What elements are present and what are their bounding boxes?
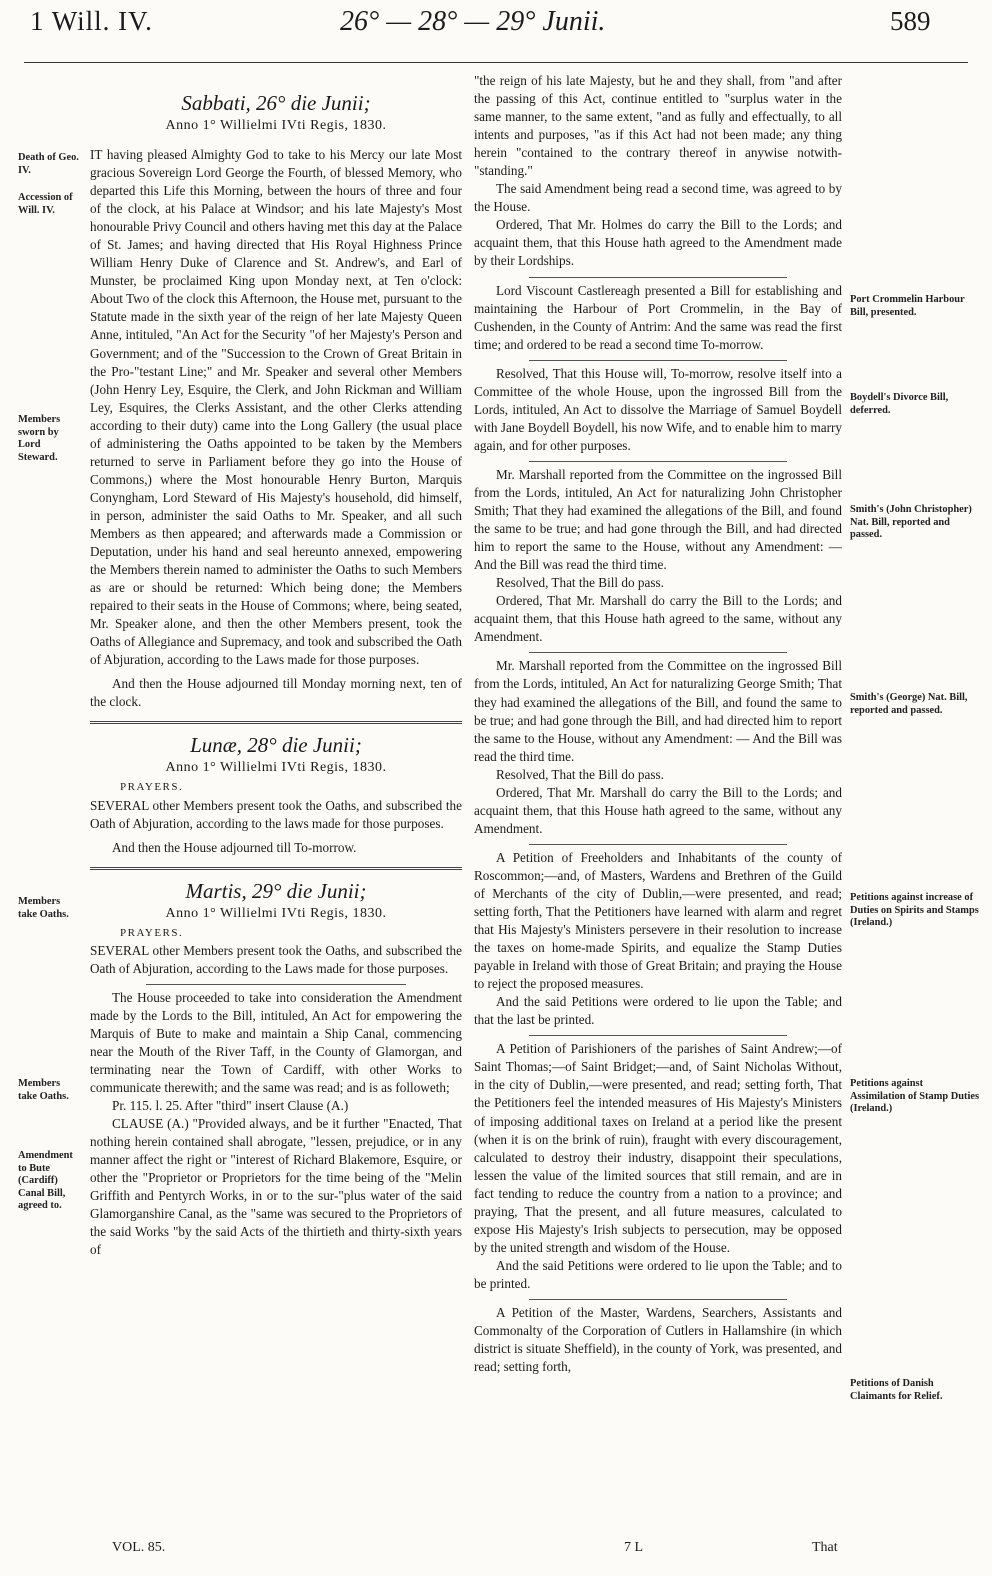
smith-john-report: Mr. Marshall reported from the Committee on the ingrossed Bill from the Lords, intituled, An Act for naturalizing John Christopher Smith; That they had examined the allegations of the Bill, and found the same to be true; and had gone through the Bill, and had directed him to report the same to the House, without any Amendment: —And the Bill was read the third time.: [474, 466, 842, 573]
page-number: 589: [890, 6, 931, 36]
sidenote-danish-claimants: Petitions of Danish Claimants for Relief.: [850, 1378, 943, 1402]
sidenote-stamp-assimilation: Petitions against Assimilation of Stamp Duties (Ireland.): [850, 1078, 980, 1114]
sidenote-smith-george: Smith's (George) Nat. Bill, reported and passed.: [850, 692, 968, 716]
divider: [146, 984, 406, 985]
sidenote-members-take-oaths-1: Members take Oaths.: [18, 896, 69, 920]
sidenote-bute-canal: Amendment to Bute (Cardiff) Canal Bill, agreed to.: [18, 1150, 73, 1211]
bute-canal-paragraph: The House proceeded to take into consideration the Amendment made by the Lords to the Bill, intituled, An Act for empowering the Marquis of Bute to make and maintain a Ship Canal, commencing near the Mouth of the River Taff, in the County of Glamorgan, and terminating near the Town of Cardiff, with other Works to communicate therewith; and the same was read; and is as followeth;: [90, 989, 462, 1096]
running-head-left: 1 Will. IV.: [30, 6, 153, 36]
clause-a: CLAUSE (A.) "Provided always, and be it further "Enacted, That nothing herein contained shall abrogate, "lessen, prejudice, or in any manner affect the right or "interest of Richard Blakemore, Esquire, or other the "Proprietor or Proprietors for the time being of the "Melin Griffith and Pentyrch Works, in or to the sur-"plus water of the said Glamorganshire Canal, as the "same was secured to the Proprietors of the said Works "by the said Acts of the thirtieth and thirty-sixth years of: [90, 1116, 462, 1258]
sidenote-death-geo-iv: Death of Geo. IV.: [18, 152, 79, 176]
amendment-agreed: The said Amendment being read a second time, was agreed to by the House.: [474, 181, 842, 215]
adjourn-paragraph-2: And then the House adjourned till To-morrow.: [112, 839, 357, 855]
oaths-paragraph-1: SEVERAL other Members present took the Oaths, and subscribed the Oath of Abjuration, according to the laws made for those purposes.: [90, 797, 462, 831]
catchword: That: [812, 1540, 838, 1555]
divider: [529, 360, 787, 361]
roscommon-petition: A Petition of Freeholders and Inhabitants of the county of Roscommon;—and, of Masters, Wardens and Brethren of the Guild of Merchants of the city of Dublin,—were presented, and read; setting forth, That the Petitioners have learned with alarm and regret that His Majesty's Ministers persevere in their resolution to increase the taxes on home-made Spirits, and equalize the Stamp Duties payable in Ireland with those of Great Britain; and praying the House to reject the proposed measures.: [474, 849, 842, 992]
sidenote-smith-john: Smith's (John Christopher) Nat. Bill, reported and passed.: [850, 504, 972, 540]
sidenote-boydell: Boydell's Divorce Bill, deferred.: [850, 392, 949, 416]
martis-heading: Martis, 29° die Junii;: [185, 878, 367, 903]
smith-george-ordered: Ordered, That Mr. Marshall do carry the Bill to the Lords; and acquaint them, that this House hath agreed to the same, without any Amendment.: [474, 784, 842, 836]
holmes-ordered: Ordered, That Mr. Holmes do carry the Bill to the Lords; and acquaint them, that this House hath agreed to the Amendment made by their Lordships.: [474, 217, 842, 269]
clause-continuation: "the reign of his late Majesty, but he and they shall, from "and after the passing of this Act, continue entitled to "surplus water in the same manner, to the same extent, "and as fully and effectually, to all intents and purposes, "as if this Act had not been made; any thing herein "contained to the contrary thereof in anywise notwith-"standing.": [474, 73, 842, 179]
martis-anno: Anno 1° Willielmi IVti Regis, 1830.: [165, 905, 387, 921]
sidenote-members-take-oaths-2: Members take Oaths.: [18, 1078, 69, 1102]
cutlers-petition: A Petition of the Master, Wardens, Searchers, Assistants and Commonalty of the Corporation of Cutlers in Hallamshire (in which district is situate Sheffield), in the county of York, was presented, and read; setting forth,: [474, 1305, 842, 1375]
prayers-label-2: PRAYERS.: [120, 926, 184, 939]
divider: [529, 277, 787, 278]
sabbati-heading: Sabbati, 26° die Junii;: [181, 91, 371, 115]
divider: [529, 1299, 787, 1300]
running-head-dates: 26° — 28° — 29° Junii.: [340, 6, 606, 37]
section-rule: [90, 721, 462, 724]
right-column: [474, 72, 842, 1376]
lunae-anno: Anno 1° Willielmi IVti Regis, 1830.: [165, 760, 387, 776]
sidenote-spirits-stamps: Petitions against increase of Duties on Spirits and Stamps (Ireland.): [850, 892, 979, 928]
divider: [529, 844, 787, 845]
adjourn-paragraph-1: And then the House adjourned till Monday morning next, ten of the clock.: [90, 676, 462, 710]
accession-paragraph: IT having pleased Almighty God to take to his Mercy our late Most gracious Sovereign Lord George the Fourth, of blessed Memory, who departed this Life this Morning, between the hours of three and four of the clock, at his Palace at Windsor; and his late Majesty's Most honourable Privy Council and others having met this day at the Palace of St. James; and having directed that His Royal Highness Prince William Henry Duke of Clarence and St. Andrew's, and Earl of Munster, be proclaimed King upon Monday next, at Ten o'clock: About Two of the clock this Afternoon, the House met, pursuant to the Statute made in the sixth year of the reign of her late Majesty Queen Anne, intituled, "An Act for the Security "of her Majesty's Person and Government; and of the "Succession to the Crown of Great Britain in the Pro-"testant Line;" and Mr. Speaker and several other Members (John Henry Ley, Esquire, the Clerk, and John Rickman and William Ley, Esquires, the Clerks Assistant, and the other Clerks attending according to their duty) came into the Long Gallery (the usual place of administering the Oaths appointed to be taken by the Members returned to serve in Parliament before they go into the House of Commons,) where the Most honourable Henry Burton, Marquis Conyngham, Lord Steward of His Majesty's household, did himself, in person, administer the said Oaths to Mr. Speaker, and all such Members as then appeared; and afterwards made a Commission or Deputation, under his hand and seal hereunto annexed, empowering the Members therein named to administer the Oaths to such Members as are or should be returned: Which being done; the Members repaired to their seats in the House of Commons; where, being seated, Mr. Speaker alone, and then the other Members present, took the Oaths of Allegiance and Supremacy, and took and subscribed the Oath of Abjuration, according to the Laws made for those purposes.: [90, 147, 462, 668]
section-rule: [90, 867, 462, 870]
header-rule: [24, 62, 968, 63]
prayers-label-1: PRAYERS.: [120, 781, 184, 794]
dublin-parishes-petition: A Petition of Parishioners of the parishes of Saint Andrew;—of Saint Thomas;—of Saint Bridget;—and, of Saint Nicholas Without, in the city of Dublin,—were presented, and read; setting forth, That the Petitioners feel the intended measures of His Majesty's Ministers of imposing additional taxes on Ireland at a period like the present (when it is on the brink of ruin), fraught with every discouragement, calculated to destroy their industry, disappoint their speculations, lessen the value of the limited sources that still remain, and are in fact tending to reduce the country from a nation to a province; and praying, That the present, and all future measures, calculated to expose His Majesty's Irish subjects to persecution, may be opposed by the united strength and wisdom of the House.: [474, 1041, 842, 1255]
sidenote-members-sworn: Members sworn by Lord Steward.: [18, 414, 61, 463]
dublin-parishes-ordered: And the said Petitions were ordered to lie upon the Table; and to be printed.: [474, 1257, 842, 1291]
smith-john-ordered: Ordered, That Mr. Marshall do carry the Bill to the Lords; and acquaint them, that this House hath agreed to the same, without any Amendment.: [474, 593, 842, 645]
left-column: [90, 90, 462, 1259]
smith-john-resolved: Resolved, That the Bill do pass.: [496, 575, 664, 591]
boydell-paragraph: Resolved, That this House will, To-morrow, resolve itself into a Committee of the whole House, upon the ingrossed Bill from the Lords, intituled, An Act to dissolve the Marriage of Samuel Boydell with Jane Boydell Boydell, his now Wife, and to enable him to marry again, and for other purposes.: [474, 365, 842, 453]
smith-george-resolved: Resolved, That the Bill do pass.: [496, 766, 664, 782]
volume-footer: VOL. 85.: [112, 1540, 166, 1555]
sidenote-accession: Accession of Will. IV.: [18, 192, 73, 216]
divider: [529, 461, 787, 462]
oaths-paragraph-2: SEVERAL other Members present took the Oaths, and subscribed the Oath of Abjuration, according to the Laws made for those purposes.: [90, 942, 462, 976]
sabbati-anno: Anno 1° Willielmi IVti Regis, 1830.: [165, 118, 387, 133]
lunae-heading: Lunæ, 28° die Junii;: [190, 733, 362, 758]
amendment-instruction: Pr. 115. l. 25. After "third" insert Clause (A.): [112, 1098, 349, 1114]
sidenote-port-crommelin: Port Crommelin Harbour Bill, presented.: [850, 294, 965, 318]
signature-mark: 7 L: [624, 1540, 644, 1555]
port-crommelin-paragraph: Lord Viscount Castlereagh presented a Bill for establishing and maintaining the Harbour of Port Crommelin, in the Bay of Cushenden, in the County of Antrim: And the same was read the first time; and ordered to be read a second time To-morrow.: [474, 282, 842, 352]
divider: [529, 1035, 787, 1036]
roscommon-petition-ordered: And the said Petitions were ordered to lie upon the Table; and that the last be printed.: [474, 994, 842, 1028]
smith-george-report: Mr. Marshall reported from the Committee on the ingrossed Bill from the Lords, intituled, An Act for naturalizing George Smith; That they had examined the allegations of the Bill, and found the same to be true; and had gone through the Bill, and had directed him to report the same to the House, without any Amendment: — And the Bill was read the third time.: [474, 658, 842, 764]
divider: [529, 652, 787, 653]
